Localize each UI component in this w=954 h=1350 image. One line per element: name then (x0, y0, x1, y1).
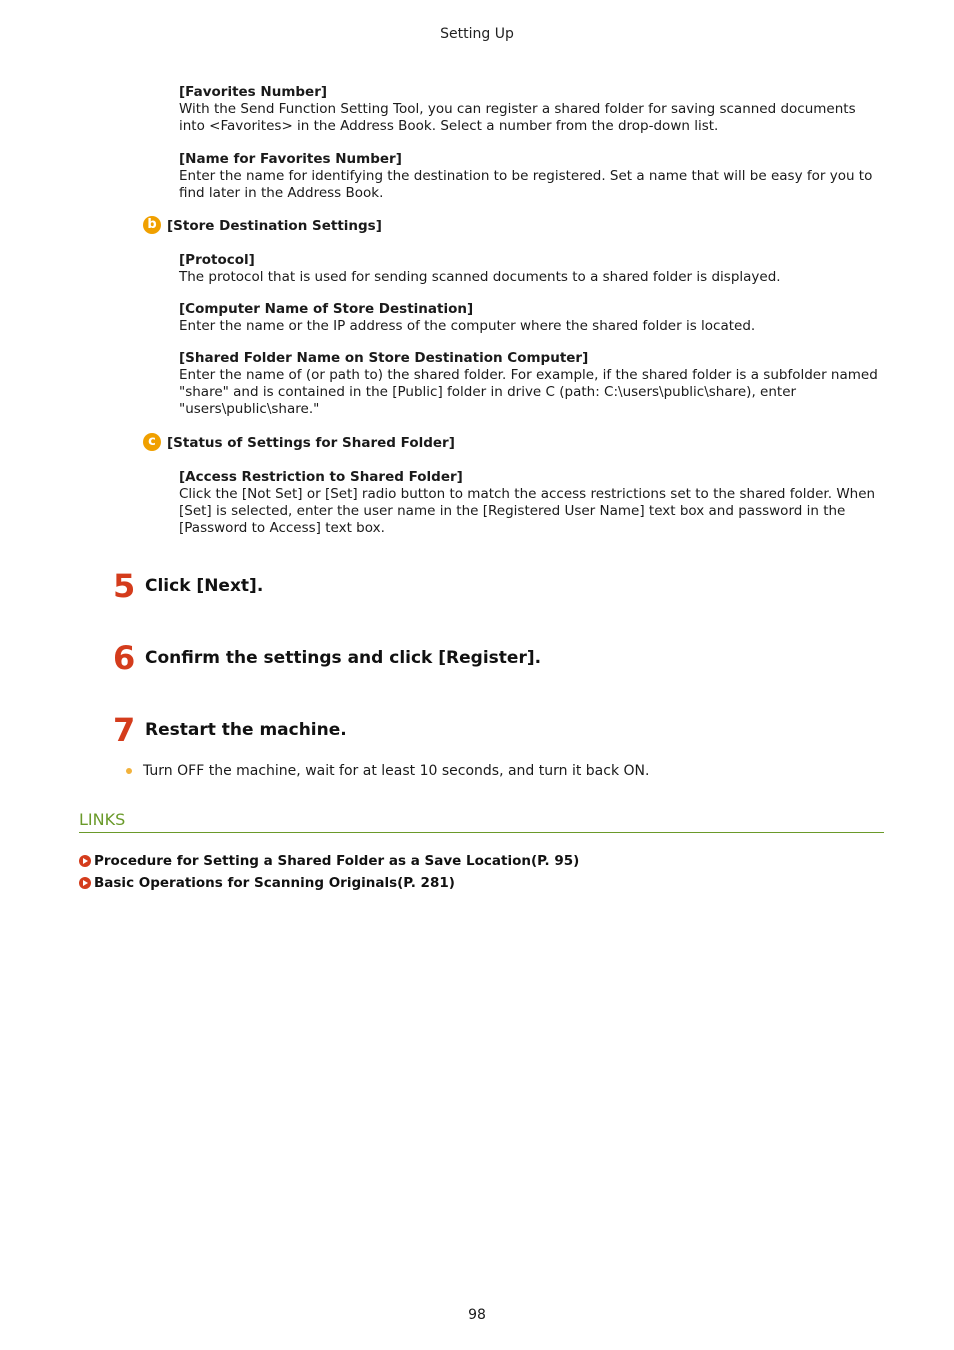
item-description: Enter the name of (or path to) the shared folder. For example, if the shared folder is a subfolder named "share" and is contained in the [Public] folder in drive C (path: C:\users\public\share), enter "users\public\share." (179, 367, 878, 417)
step-number: 7 (113, 711, 136, 749)
link-text[interactable]: Basic Operations for Scanning Originals(P. 281) (94, 875, 455, 891)
step-number: 5 (113, 567, 136, 605)
bullet-dot-icon (126, 768, 132, 774)
bullet-item (126, 763, 649, 779)
step-number: 6 (113, 639, 136, 677)
link-text[interactable]: Procedure for Setting a Shared Folder as a Save Location(P. 95) (94, 853, 580, 869)
item-computer-name (179, 301, 884, 335)
item-description: Click the [Not Set] or [Set] radio button to match the access restrictions set to the shared folder. When [Set] is selected, enter the user name in the [Registered User Name] text box and password in the [Password to Access] text box. (179, 486, 876, 536)
item-title: [Shared Folder Name on Store Destination Computer] (179, 350, 589, 366)
item-description: With the Send Function Setting Tool, you can register a shared folder for saving scanned documents into <Favorites> in the Address Book. Select a number from the drop-down list. (179, 101, 856, 134)
step-7 (113, 711, 347, 749)
item-title: [Name for Favorites Number] (179, 151, 402, 167)
item-access-restriction (179, 469, 884, 537)
item-description: Enter the name for identifying the destination to be registered. Set a name that will be easy for you to find later in the Address Book. (179, 168, 873, 201)
link-arrow-icon (79, 877, 91, 889)
item-favorites-number (179, 84, 884, 135)
link-shared-folder-procedure[interactable] (79, 853, 579, 869)
item-title: [Favorites Number] (179, 84, 328, 100)
step-label: Click [Next]. (145, 576, 264, 596)
item-title: [Protocol] (179, 252, 255, 268)
step-label: Restart the machine. (145, 720, 347, 740)
subhead-title: [Status of Settings for Shared Folder] (167, 435, 455, 451)
bullet-text: Turn OFF the machine, wait for at least 10 seconds, and turn it back ON. (143, 763, 650, 779)
item-name-for-favorites (179, 151, 884, 202)
subhead-status-settings (143, 434, 455, 452)
subhead-store-destination (143, 217, 382, 235)
item-title: [Computer Name of Store Destination] (179, 301, 474, 317)
link-basic-scanning[interactable] (79, 875, 455, 891)
running-header: Setting Up (440, 26, 514, 42)
item-shared-folder-name (179, 350, 884, 418)
page-number: 98 (468, 1307, 486, 1323)
badge-b-icon: b (143, 216, 161, 234)
badge-c-icon: c (143, 433, 161, 451)
links-heading: LINKS (79, 810, 884, 833)
item-description: Enter the name or the IP address of the computer where the shared folder is located. (179, 318, 756, 334)
link-arrow-icon (79, 855, 91, 867)
step-5 (113, 567, 264, 605)
subhead-title: [Store Destination Settings] (167, 218, 382, 234)
item-protocol (179, 252, 884, 286)
step-6 (113, 639, 542, 677)
item-title: [Access Restriction to Shared Folder] (179, 469, 463, 485)
step-label: Confirm the settings and click [Register]. (145, 648, 542, 668)
item-description: The protocol that is used for sending scanned documents to a shared folder is displayed. (179, 269, 781, 285)
